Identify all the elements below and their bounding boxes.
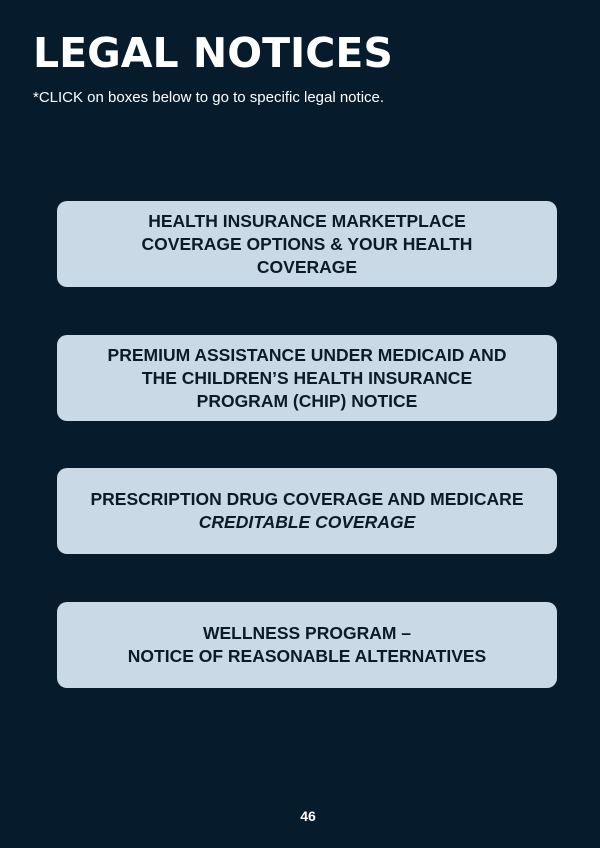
- notice-label-line: COVERAGE OPTIONS & YOUR HEALTH: [141, 233, 473, 254]
- marketplace-notice-link[interactable]: [57, 201, 557, 287]
- notice-label-line: THE CHILDREN’S HEALTH INSURANCE: [141, 367, 473, 388]
- notice-label-line: HEALTH INSURANCE MARKETPLACE: [148, 210, 466, 231]
- notice-label-line: COVERAGE: [256, 256, 358, 277]
- chip-notice-link[interactable]: [57, 335, 557, 421]
- notice-label-line: PROGRAM (CHIP) NOTICE: [196, 390, 418, 411]
- notice-label-line: WELLNESS PROGRAM –: [202, 623, 412, 643]
- instructions-text: *CLICK on boxes below to go to specific legal notice.: [33, 89, 385, 106]
- wellness-program-notice-link[interactable]: [57, 602, 557, 688]
- page-title: LEGAL NOTICES: [33, 29, 393, 77]
- notice-label-line: NOTICE OF REASONABLE ALTERNATIVES: [127, 646, 487, 666]
- notice-label-line: PRESCRIPTION DRUG COVERAGE AND MEDICARE: [90, 489, 524, 509]
- notice-label-line: PREMIUM ASSISTANCE UNDER MEDICAID AND: [107, 344, 507, 365]
- prescription-drug-notice-link[interactable]: [57, 468, 557, 554]
- page-number: 46: [300, 808, 316, 824]
- notice-label-line: CREDITABLE COVERAGE: [198, 512, 416, 532]
